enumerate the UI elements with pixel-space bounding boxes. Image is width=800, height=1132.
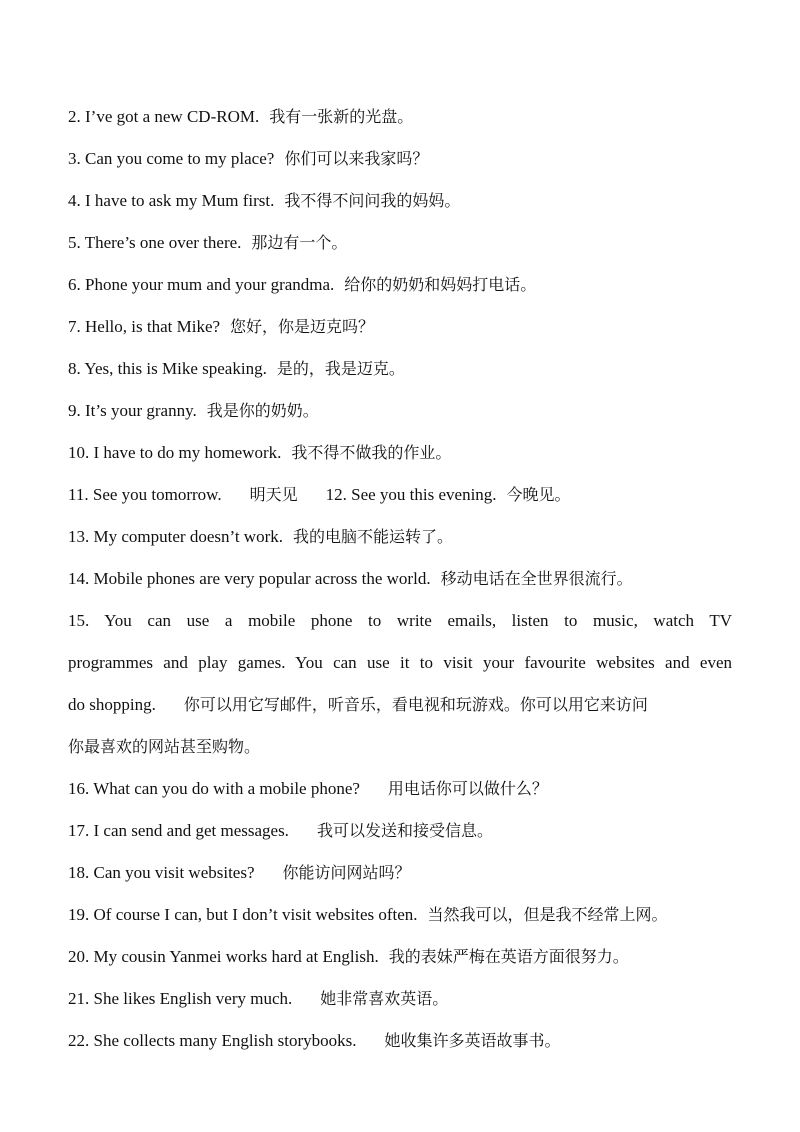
english-text: 8. Yes, this is Mike speaking. xyxy=(68,359,267,378)
sentence-line-10 xyxy=(68,443,732,463)
sentence-line-13 xyxy=(68,527,732,547)
sentence-line-20 xyxy=(68,947,732,967)
sentence-line-15d xyxy=(68,737,732,757)
sentence-line-19 xyxy=(68,905,732,925)
sentence-line-21 xyxy=(68,989,732,1009)
english-text: 14. Mobile phones are very popular across the world. xyxy=(68,569,431,588)
sentence-line-8 xyxy=(68,359,732,379)
english-text: 3. Can you come to my place? xyxy=(68,149,275,168)
english-text: 6. Phone your mum and your grandma. xyxy=(68,275,335,294)
sentence-line-4 xyxy=(68,191,732,211)
chinese-text: 你们可以来我家吗？ xyxy=(284,149,429,168)
chinese-text: 我不得不做我的作业。 xyxy=(291,443,452,462)
english-text: 7. Hello, is that Mike? xyxy=(68,317,221,336)
sentence-line-3 xyxy=(68,149,732,169)
english-text: 11. See you tomorrow. xyxy=(68,485,222,504)
english-text: 20. My cousin Yanmei works hard at English. xyxy=(68,947,379,966)
chinese-text: 你最喜欢的网站甚至购物。 xyxy=(68,737,261,756)
chinese-text: 我可以发送和接受信息。 xyxy=(316,821,493,840)
sentence-line-22 xyxy=(68,1031,732,1051)
chinese-text: 你可以用它写邮件，听音乐，看电视和玩游戏。你可以用它来访问 xyxy=(183,695,648,714)
english-text-second: 12. See you this evening. xyxy=(325,485,497,504)
sentence-line-18 xyxy=(68,863,732,883)
english-text: 4. I have to ask my Mum first. xyxy=(68,191,275,210)
chinese-text: 给你的奶奶和妈妈打电话。 xyxy=(344,275,537,294)
english-text: 15. You can use a mobile phone to write emails, listen to music, watch TV xyxy=(68,611,732,630)
english-text: 2. I’ve got a new CD-ROM. xyxy=(68,107,260,126)
chinese-text: 她收集许多英语故事书。 xyxy=(384,1031,561,1050)
english-text: programmes and play games. You can use it to visit your favourite websites and even xyxy=(68,653,732,672)
sentence-line-15c xyxy=(68,695,732,715)
sentence-line-16 xyxy=(68,779,732,799)
english-text: 5. There’s one over there. xyxy=(68,233,242,252)
sentence-line-7 xyxy=(68,317,732,337)
chinese-text-second: 今晚见。 xyxy=(506,485,571,504)
english-text: 17. I can send and get messages. xyxy=(68,821,289,840)
chinese-text: 移动电话在全世界很流行。 xyxy=(440,569,633,588)
chinese-text: 我的表妹严梅在英语方面很努力。 xyxy=(388,947,629,966)
english-text: 10. I have to do my homework. xyxy=(68,443,282,462)
chinese-text: 我的电脑不能运转了。 xyxy=(293,527,454,546)
chinese-text: 她非常喜欢英语。 xyxy=(320,989,449,1008)
chinese-text: 我有一张新的光盘。 xyxy=(269,107,414,126)
chinese-text: 那边有一个。 xyxy=(251,233,348,252)
chinese-text: 我是你的奶奶。 xyxy=(206,401,319,420)
sentence-line-15a xyxy=(68,611,732,631)
english-text: 22. She collects many English storybooks. xyxy=(68,1031,357,1050)
english-text: 16. What can you do with a mobile phone? xyxy=(68,779,360,798)
english-text: 21. She likes English very much. xyxy=(68,989,293,1008)
english-text: 19. Of course I can, but I don’t visit websites often. xyxy=(68,905,418,924)
sentence-line-17 xyxy=(68,821,732,841)
english-text: 18. Can you visit websites? xyxy=(68,863,255,882)
english-text: do shopping. xyxy=(68,695,156,714)
sentence-line-6 xyxy=(68,275,732,295)
chinese-text: 当然我可以，但是我不经常上网。 xyxy=(427,905,668,924)
sentence-line-11-12 xyxy=(68,485,732,505)
chinese-text: 你能访问网站吗？ xyxy=(282,863,411,882)
sentence-line-9 xyxy=(68,401,732,421)
sentence-line-15b xyxy=(68,653,732,673)
chinese-text: 您好，你是迈克吗？ xyxy=(230,317,375,336)
english-text: 9. It’s your granny. xyxy=(68,401,197,420)
chinese-text: 是的，我是迈克。 xyxy=(276,359,405,378)
english-text: 13. My computer doesn’t work. xyxy=(68,527,283,546)
sentence-line-14 xyxy=(68,569,732,589)
sentence-line-5 xyxy=(68,233,732,253)
sentence-line-2 xyxy=(68,107,732,127)
chinese-text: 我不得不问问我的妈妈。 xyxy=(284,191,461,210)
chinese-text: 用电话你可以做什么？ xyxy=(387,779,548,798)
chinese-text: 明天见 xyxy=(249,485,298,504)
